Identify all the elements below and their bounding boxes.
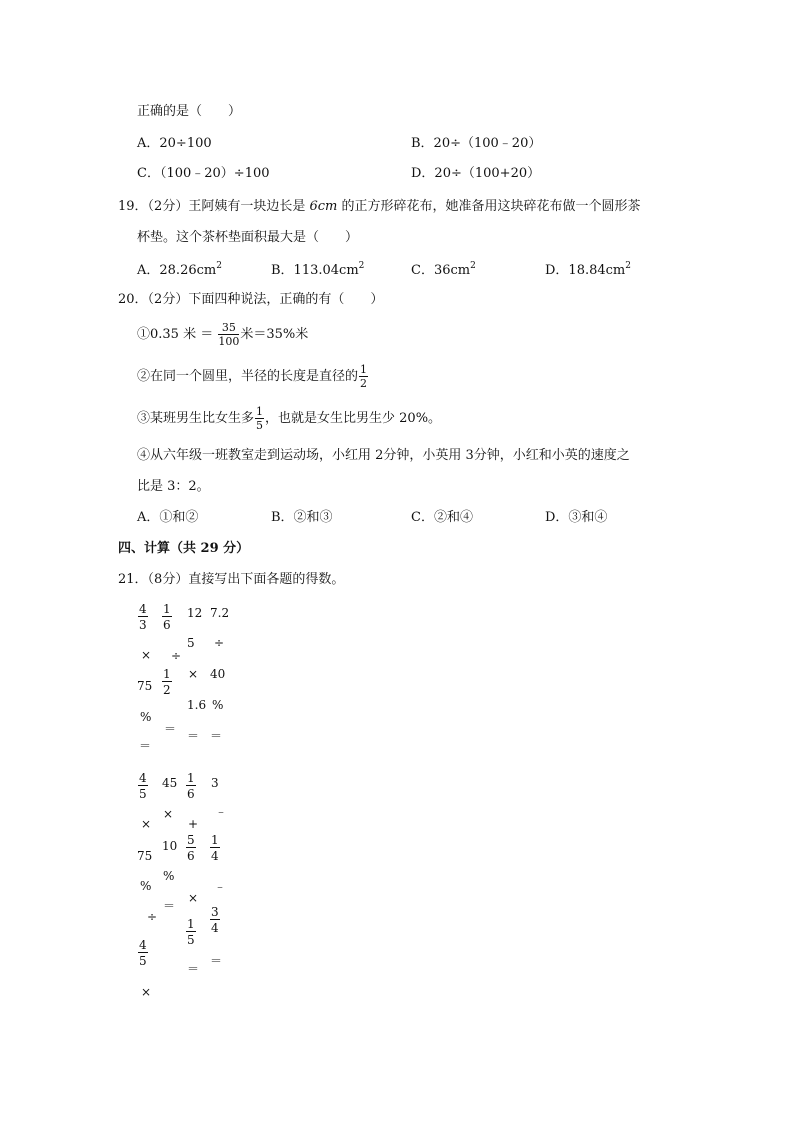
plus-sign: + [188,817,199,831]
number-5: 5 [187,636,195,650]
fraction-den: 2 [163,683,171,697]
q18-option-a[interactable]: A．20÷100 [137,136,212,151]
q20-s3-post: ，也就是女生比男生少 20%。 [265,411,442,426]
q18-option-d[interactable]: D．20÷（100+20） [411,166,541,181]
equals-sign: ＝ [210,729,223,743]
q20-s1-fraction [218,322,239,347]
q20-stem: 20．（2分）下面四种说法，正确的有（ ） [118,292,384,307]
q19-side-length: 6cm [309,199,338,214]
q19-stem-line1 [118,200,641,213]
times-sign: × [141,985,152,999]
number-10: 10 [162,839,178,853]
q20-s1-den: 100 [218,335,240,348]
q20-option-c[interactable]: C．②和④ [411,510,473,525]
number-75: 75 [137,679,153,693]
q20-s1-num: 35 [218,322,239,335]
fraction-num: 1 [187,771,195,785]
q20-s3-num: 1 [256,405,264,418]
fraction-den: 5 [187,933,195,947]
equals-sign: ＝ [187,729,200,743]
section-heading: 四、计算（共 29 分） [118,541,250,556]
equals-sign: ＝ [210,954,223,968]
minus-sign: ﹣ [215,804,228,818]
number-40: 40 [210,667,226,681]
q20-statement-4-line2: 比是 3：2。 [137,479,210,494]
percent-sign: % [140,710,152,724]
equals-sign: ＝ [164,722,177,736]
q19-option-c-text: C．36cm [411,263,471,278]
q20-s1-post: 米＝35%米 [240,327,309,342]
percent-sign: % [163,869,175,883]
q20-s2-pre: ②在同一个圆里，半径的长度是直径的 [137,369,359,384]
fraction-num: 4 [139,938,147,952]
q20-option-d[interactable]: D．③和④ [545,510,608,525]
fraction-num: 1 [187,917,195,931]
fraction-num: 1 [211,833,219,847]
q20-option-a[interactable]: A．①和② [137,510,199,525]
q19-stem-line2: 杯垫。这个茶杯垫面积最大是（ ） [137,230,359,245]
times-sign: × [163,807,174,821]
q19-option-a[interactable] [137,262,222,277]
fraction-den: 3 [139,618,147,632]
q20-s3-den: 5 [256,419,264,432]
q19-option-b-text: B．113.04cm [271,263,359,278]
fraction-den: 6 [187,849,195,863]
q19-option-c-sup: 2 [470,261,476,271]
q18-option-c[interactable]: C．（100﹣20）÷100 [137,166,270,181]
percent-sign: % [212,698,224,712]
q19-option-b-sup: 2 [358,261,365,271]
fraction-den: 6 [163,618,171,632]
equals-sign: ＝ [163,899,176,913]
q18-stem-end: 正确的是（ ） [137,104,242,119]
times-sign: × [141,648,152,662]
q19-stem-pre: 19．（2分）王阿姨有一块边长是 [118,199,306,214]
fraction-den: 5 [139,954,147,968]
divide-sign: ÷ [214,636,225,650]
q19-option-c[interactable] [411,262,476,277]
q20-s3-fraction [255,406,264,431]
fraction-num: 1 [163,602,171,616]
fraction-1-6 [186,772,196,800]
fraction-den: 6 [187,787,195,801]
number-75: 75 [137,849,153,863]
number-7-2: 7.2 [210,606,230,620]
number-45: 45 [162,776,178,790]
fraction-1-6 [162,603,172,631]
number-3: 3 [211,776,219,790]
fraction-den: 4 [211,921,219,935]
fraction-num: 5 [187,833,195,847]
times-sign: × [188,891,199,905]
q18-option-b[interactable]: B．20÷（100﹣20） [411,136,542,151]
divide-sign: ÷ [147,910,158,924]
q20-statement-3 [137,402,441,436]
q20-option-b[interactable]: B．②和③ [271,510,333,525]
fraction-1-2 [162,668,172,696]
fraction-1-4 [210,834,220,862]
number-1-6: 1.6 [187,698,207,712]
q20-s2-num: 1 [360,363,368,376]
fraction-4-5 [138,772,148,800]
q20-statement-1 [137,318,308,352]
q20-s3-pre: ③某班男生比女生多 [137,411,255,426]
q20-statement-2 [137,360,369,394]
fraction-5-6 [186,834,196,862]
q19-option-d-text: D．18.84cm [545,263,626,278]
fraction-num: 1 [163,667,171,681]
fraction-den: 5 [139,787,147,801]
fraction-num: 4 [139,771,147,785]
divide-sign: ÷ [171,649,182,663]
q21-stem: 21．（8分）直接写出下面各题的得数。 [118,572,345,587]
equals-sign: ＝ [187,962,200,976]
times-sign: × [188,667,199,681]
fraction-den: 4 [211,849,219,863]
times-sign: × [141,817,152,831]
q20-s2-den: 2 [360,377,368,390]
fraction-3-4 [210,906,220,934]
fraction-4-3 [138,603,148,631]
q19-stem-post: 的正方形碎花布，她准备用这块碎花布做一个圆形茶 [341,199,641,214]
minus-sign: ﹣ [214,879,227,893]
q19-option-b[interactable] [271,262,364,277]
fraction-num: 3 [211,905,219,919]
q19-option-d-sup: 2 [625,261,631,271]
q20-statement-4-line1: ④从六年级一班教室走到运动场，小红用 2分钟，小英用 3分钟，小红和小英的速度之 [137,448,630,463]
percent-sign: % [140,879,152,893]
q19-option-a-sup: 2 [216,261,222,271]
equals-sign: ＝ [139,739,152,753]
fraction-num: 4 [139,602,147,616]
fraction-1-5 [186,918,196,946]
fraction-4-5 [138,939,148,967]
q20-s2-fraction [359,364,368,389]
q19-option-a-text: A．28.26cm [137,263,217,278]
q20-s1-pre: ①0.35 米 ＝ [137,327,214,342]
number-12: 12 [187,606,203,620]
q19-option-d[interactable] [545,262,631,277]
